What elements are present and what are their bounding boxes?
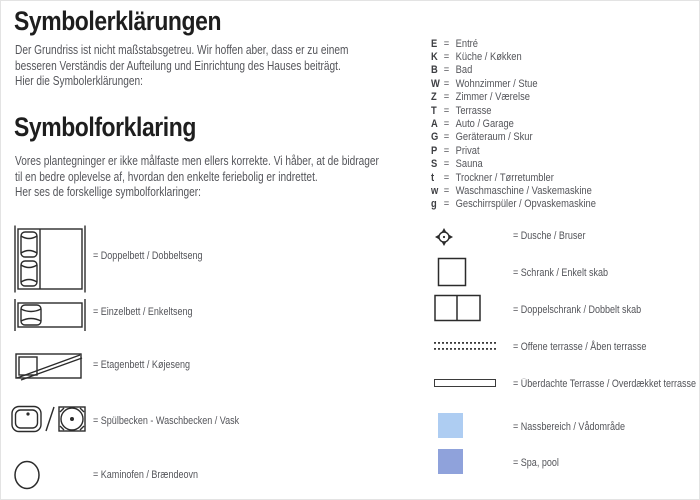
letter-code-row [431,64,596,77]
letter-code-row [431,131,596,144]
spa-pool-icon [438,449,463,474]
shower-icon [434,227,454,247]
open-terrace-icon [434,342,496,350]
sink-washbasin-icons [11,405,87,433]
letter-code-row [431,144,596,157]
double-cabinet-label: = Doppelschrank / Dobbelt skab [513,304,642,316]
covered-terrace-label: = Überdachte Terrasse / Overdækket terrasse [513,378,697,390]
covered-terrace-icon [434,379,496,387]
code-label: Zimmer / Værelse [455,91,530,104]
code-key: B [431,64,438,77]
code-key: T [431,104,437,117]
code-equals: = [443,37,450,50]
german-title: Symbolerklärungen [14,6,222,36]
code-label: Waschmaschine / Vaskemaskine [455,184,592,197]
code-equals: = [443,64,450,77]
letter-code-list [431,37,596,211]
code-label: Sauna [455,158,483,171]
german-intro-line: Hier die Symbolerklärungen: [15,73,143,88]
code-equals: = [443,91,450,104]
code-label: Geschirrspüler / Opvaskemaskine [455,198,596,211]
danish-intro-line: til en bedre oplevelse af, hvordan den enkelte feriebolig er indrettet. [15,168,318,184]
letter-code-row [431,77,596,90]
letter-code-row [431,91,596,104]
code-key: W [431,77,440,90]
danish-title: Symbolforklaring [14,112,196,142]
washbasin-icon [57,405,87,433]
german-intro-line: besseren Verständis der Aufteilung und Einrichtung des Hauses beiträgt. [15,57,341,73]
letter-code-row [431,117,596,130]
code-equals: = [443,184,450,197]
code-label: Geräteraum / Skur [455,131,533,144]
german-intro-line: Der Grundriss ist nicht maßstabsgetreu. Wir hoffen aber, dass er zu einem [15,42,349,57]
code-label: Entré [455,37,479,50]
code-key: P [431,144,438,157]
code-label: Bad [455,64,473,77]
code-equals: = [443,158,450,171]
sink-washbasin-label: = Spülbecken - Waschbecken / Vask [93,415,240,427]
shower-label: = Dusche / Bruser [513,230,586,242]
single-bed-icon [12,298,88,332]
code-key: t [431,171,435,184]
double-bed-icon [12,225,88,293]
spa-pool-label: = Spa, pool [513,457,559,469]
letter-code-row [431,198,596,211]
code-label: Wohnzimmer / Stue [455,77,538,90]
code-key: E [431,37,438,50]
code-label: Terrasse [455,104,492,117]
code-key: w [431,184,439,197]
bunk-bed-label: = Etagenbett / Køjeseng [93,359,191,371]
slash-separator-icon [43,405,57,433]
code-key: S [431,158,438,171]
single-cabinet-label: = Schrank / Enkelt skab [513,267,609,279]
single-bed-label: = Einzelbett / Enkeltseng [93,306,193,318]
danish-intro-line: Vores plantegninger er ikke målfaste men ellers korrekte. Vi håber, at de bidrager [15,153,379,168]
code-equals: = [443,131,450,144]
wet-area-icon [438,413,463,438]
letter-code-row [431,184,596,197]
bunk-bed-icon [14,351,84,381]
wood-stove-label: = Kaminofen / Brændeovn [93,469,199,481]
code-equals: = [443,198,450,211]
danish-intro-line: Her ses de forskellige symbolforklaringer: [15,184,201,199]
sink-icon [11,405,43,433]
letter-code-row [431,37,596,50]
code-label: Trockner / Tørretumbler [455,171,554,184]
wood-stove-icon [13,460,41,490]
open-terrace-label: = Offene terrasse / Åben terrasse [513,341,647,353]
code-label: Küche / Køkken [455,51,522,64]
code-key: K [431,51,438,64]
letter-code-row [431,104,596,117]
code-label: Privat [455,144,480,157]
letter-code-row [431,158,596,171]
code-equals: = [443,144,450,157]
code-equals: = [443,51,450,64]
single-cabinet-icon [437,257,467,287]
wet-area-label: = Nassbereich / Vådområde [513,421,626,433]
letter-code-row [431,50,596,63]
code-label: Auto / Garage [455,118,514,131]
double-bed-label: = Doppelbett / Dobbeltseng [93,250,203,262]
danish-intro-paragraph [15,153,379,200]
letter-code-row [431,171,596,184]
code-key: g [431,198,437,211]
code-key: Z [431,91,437,104]
code-equals: = [443,118,450,131]
code-key: G [431,131,439,144]
code-equals: = [443,104,450,117]
code-equals: = [443,171,450,184]
double-cabinet-icon [434,294,482,322]
code-equals: = [443,77,450,90]
code-key: A [431,118,438,131]
german-intro-paragraph [15,42,348,89]
